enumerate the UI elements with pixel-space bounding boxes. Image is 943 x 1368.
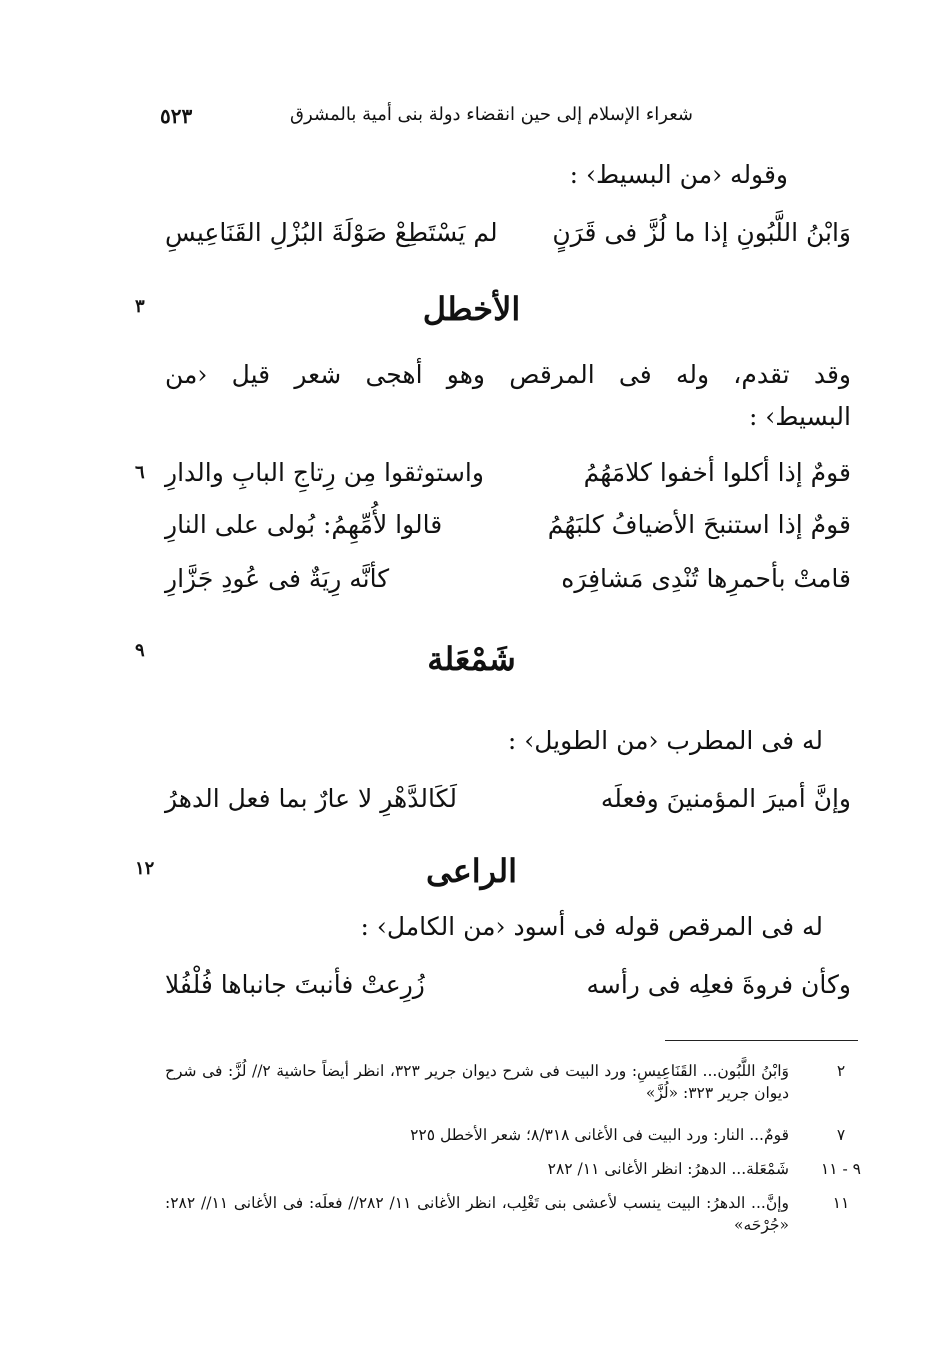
line-number-3: ٣: [135, 296, 145, 317]
page-number: ٥٢٣: [160, 104, 193, 128]
running-title: شعراء الإسلام إلى حين انقضاء دولة بنى أمية بالمشرق: [290, 104, 693, 125]
section-heading-akhtal: الأخطل: [422, 290, 521, 328]
intro-line-1: وقوله ‹من البسيط› :: [569, 160, 788, 189]
line-number-6: ٦: [135, 462, 145, 483]
footnote-text: وإنَّ... الدهرُ: البيت ينسب لأعشى بنى تَغْلِب، انظر الأغانى ١١/ ٢٨٢// فعلَه: فى الأغانى ١١// ٢٨٢: «جُرْحَه»: [165, 1194, 789, 1234]
footnote-2: [165, 1124, 861, 1148]
verse-1-first-hemistich: وَابْنُ اللَّبُونِ إذا ما لُزَّ فى قَرَنٍ: [552, 218, 851, 247]
section-heading-rai: الراعى: [426, 852, 517, 890]
footnote-text: شَمْعَلة... الدهرُ: انظر الأغانى ١١/ ٢٨٢: [547, 1160, 789, 1178]
verse-3: [165, 510, 851, 550]
verse-2-first-hemistich: قومٌ إذا أكلوا أخفوا كلامَهُمُ: [583, 458, 851, 487]
footnote-number: ١١: [832, 1194, 850, 1212]
verse-5-second-hemistich: لَكَالدَّهْرِ لا عارٌ بما فعل الدهرُ: [165, 784, 457, 813]
section-heading-shamala: شَمْعَلة: [427, 640, 516, 678]
verse-4-second-hemistich: كأنَّه رِيَةٌ فى عُودِ جَزَّارِ: [165, 564, 390, 593]
intro-line-2: له فى المطرب ‹من الطويل› :: [507, 726, 823, 755]
footnote-text: وَابْنُ اللَّبُون... القَنَاعِيسِ: ورد البيت فى شرح ديوان جرير ٣٢٣، انظر أيضاً حاشية ٢// لُزَّ: فى شرح ديوان جرير ٣٢٣: «لُزَّ»: [165, 1062, 789, 1102]
verse-5-first-hemistich: وإنَّ أميرَ المؤمنينَ وفعلَه: [600, 784, 851, 813]
line-number-12: ١٢: [135, 858, 155, 879]
verse-3-second-hemistich: قالوا لأُمِّهِمُ: بُولى على النارِ: [165, 510, 443, 539]
verse-5: [165, 784, 851, 824]
footnote-number: ٧: [836, 1126, 846, 1144]
footnote-1: [165, 1060, 861, 1110]
footnote-number: ٢: [836, 1062, 846, 1080]
verse-6-second-hemistich: زُرِعتْ فأنبتَ جانباها فُلْفُلا: [165, 970, 425, 999]
verse-6-first-hemistich: وكأن فروةَ فعلِه فى رأسه: [586, 970, 851, 999]
prose-line-1: وقد تقدم، وله فى المرقص وهو أهجى شعر قيل ‹من: [165, 360, 851, 389]
page-header: [160, 104, 693, 134]
verse-4-first-hemistich: قامتْ بأحمرِها تُنْدِى مَشافِرَه: [561, 564, 851, 593]
footnote-separator: [665, 1040, 858, 1041]
footnote-number: ٩ - ١١: [820, 1160, 861, 1178]
verse-2-second-hemistich: واستوثقوا مِن رِتاجِ البابِ والدارِ: [165, 458, 484, 487]
intro-line-3: له فى المرقص قوله فى أسود ‹من الكامل› :: [360, 912, 823, 941]
footnote-3: [165, 1158, 861, 1182]
verse-3-first-hemistich: قومٌ إذا استنبحَ الأضيافُ كلبَهُمُ: [547, 510, 851, 539]
verse-2: [165, 458, 851, 498]
prose-line-2: البسيط› :: [748, 402, 851, 431]
verse-1: [165, 218, 851, 258]
footnote-4: [165, 1192, 861, 1242]
line-number-9: ٩: [135, 640, 145, 661]
verse-4: [165, 564, 851, 604]
footnote-text: قومٌ... النار: ورد البيت فى الأغانى ٨/٣١٨؛ شعر الأخطل ٢٢٥: [410, 1126, 789, 1144]
verse-1-second-hemistich: لم يَسْتَطِعْ صَوْلَةَ البُزْلِ القَنَاعِيسِ: [165, 218, 498, 247]
verse-6: [165, 970, 851, 1010]
